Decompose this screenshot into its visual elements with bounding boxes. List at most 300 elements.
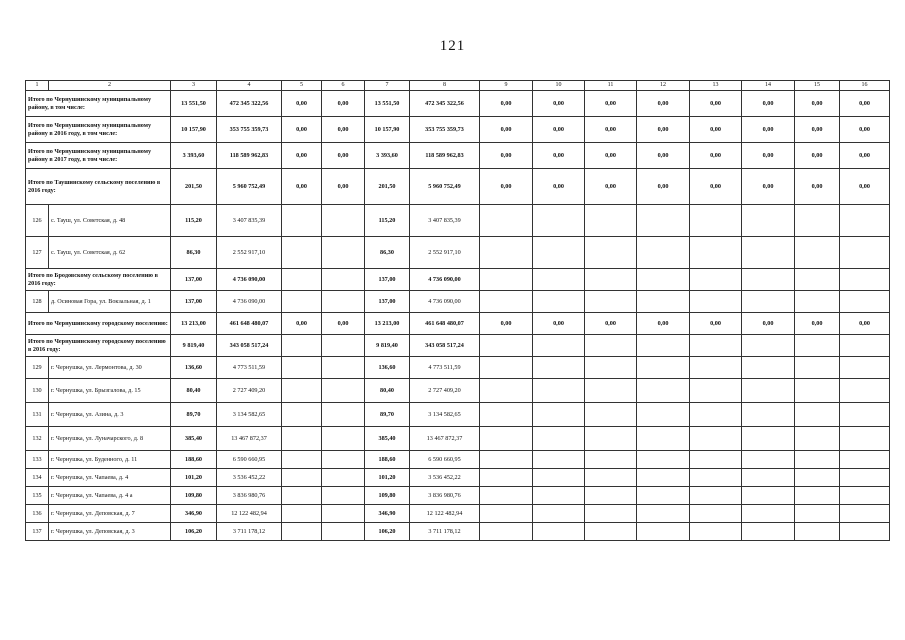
value-cell-11 [585,237,637,269]
value-cell-14 [742,487,795,505]
value-cell-11 [585,469,637,487]
value-cell-12 [637,291,690,313]
value-cell-7: 137,00 [365,291,410,313]
value-cell-16 [840,379,890,403]
value-cell-14: 0,00 [742,169,795,205]
row-number: 126 [26,205,49,237]
value-cell-6 [322,523,365,541]
value-cell-3: 89,70 [171,403,217,427]
value-cell-15 [795,487,840,505]
value-cell-15 [795,523,840,541]
value-cell-7: 346,90 [365,505,410,523]
value-cell-9 [480,269,533,291]
value-cell-9: 0,00 [480,169,533,205]
value-cell-13 [690,291,742,313]
table-row [26,427,890,451]
value-cell-16: 0,00 [840,143,890,169]
value-cell-13 [690,469,742,487]
value-cell-8: 3 536 452,22 [410,469,480,487]
value-cell-4: 4 736 090,00 [217,291,282,313]
table-row [26,487,890,505]
value-cell-3: 86,30 [171,237,217,269]
value-cell-9 [480,505,533,523]
table-row [26,403,890,427]
value-cell-7: 13 551,50 [365,91,410,117]
value-cell-12 [637,523,690,541]
table-row [26,451,890,469]
value-cell-10 [533,451,585,469]
value-cell-7: 13 213,00 [365,313,410,335]
value-cell-12 [637,451,690,469]
value-cell-13 [690,379,742,403]
row-number: 128 [26,291,49,313]
value-cell-4: 461 648 480,07 [217,313,282,335]
value-cell-14 [742,269,795,291]
column-number: 12 [637,81,690,91]
value-cell-16 [840,487,890,505]
value-cell-12: 0,00 [637,91,690,117]
value-cell-9 [480,335,533,357]
value-cell-11 [585,335,637,357]
table-row [26,205,890,237]
column-number: 1 [26,81,49,91]
table-row [26,357,890,379]
value-cell-10: 0,00 [533,169,585,205]
value-cell-7: 9 819,40 [365,335,410,357]
value-cell-11: 0,00 [585,143,637,169]
row-number: 135 [26,487,49,505]
value-cell-8: 472 345 322,56 [410,91,480,117]
value-cell-5 [282,505,322,523]
value-cell-13 [690,357,742,379]
column-number: 16 [840,81,890,91]
value-cell-13 [690,269,742,291]
value-cell-5 [282,237,322,269]
row-label: Итого по Бродовскому сельскому поселению в 2016 году: [26,269,171,291]
value-cell-4: 4 773 511,59 [217,357,282,379]
value-cell-5 [282,523,322,541]
value-cell-4: 2 727 409,20 [217,379,282,403]
address-cell: г. Чернушка, ул. Луначарского, д. 8 [49,427,171,451]
value-cell-6 [322,403,365,427]
value-cell-12 [637,269,690,291]
value-cell-8: 2 727 409,20 [410,379,480,403]
value-cell-14 [742,335,795,357]
value-cell-4: 343 058 517,24 [217,335,282,357]
value-cell-11: 0,00 [585,169,637,205]
value-cell-11 [585,523,637,541]
value-cell-11 [585,487,637,505]
value-cell-13: 0,00 [690,313,742,335]
value-cell-5: 0,00 [282,313,322,335]
value-cell-8: 343 058 517,24 [410,335,480,357]
value-cell-3: 385,40 [171,427,217,451]
address-cell: г. Чернушка, ул. Деповская, д. 7 [49,505,171,523]
value-cell-4: 12 122 482,94 [217,505,282,523]
value-cell-7: 385,40 [365,427,410,451]
value-cell-6: 0,00 [322,117,365,143]
value-cell-15 [795,427,840,451]
value-cell-9 [480,379,533,403]
value-cell-4: 2 552 917,10 [217,237,282,269]
value-cell-11 [585,451,637,469]
value-cell-15 [795,269,840,291]
value-cell-13: 0,00 [690,143,742,169]
value-cell-5 [282,357,322,379]
value-cell-16 [840,357,890,379]
column-number: 11 [585,81,637,91]
value-cell-7: 89,70 [365,403,410,427]
value-cell-10 [533,269,585,291]
value-cell-15: 0,00 [795,117,840,143]
value-cell-3: 136,60 [171,357,217,379]
value-cell-6 [322,205,365,237]
value-cell-4: 3 134 582,65 [217,403,282,427]
value-cell-14 [742,505,795,523]
value-cell-6: 0,00 [322,313,365,335]
address-cell: г. Чернушка, ул. Деповская, д. 3 [49,523,171,541]
value-cell-5 [282,269,322,291]
value-cell-15 [795,403,840,427]
row-number: 132 [26,427,49,451]
value-cell-15 [795,469,840,487]
value-cell-3: 137,00 [171,269,217,291]
page-number: 121 [439,38,466,54]
table-row [26,237,890,269]
value-cell-8: 3 711 178,12 [410,523,480,541]
value-cell-13 [690,205,742,237]
value-cell-13 [690,403,742,427]
value-cell-5 [282,427,322,451]
value-cell-12 [637,335,690,357]
value-cell-11 [585,403,637,427]
value-cell-8: 12 122 482,94 [410,505,480,523]
value-cell-11: 0,00 [585,117,637,143]
value-cell-14: 0,00 [742,91,795,117]
column-number: 14 [742,81,795,91]
address-cell: г. Чернушка, ул. Брызгалова, д. 15 [49,379,171,403]
value-cell-9: 0,00 [480,313,533,335]
value-cell-3: 188,60 [171,451,217,469]
value-cell-14 [742,403,795,427]
value-cell-14: 0,00 [742,117,795,143]
value-cell-8: 6 590 660,95 [410,451,480,469]
value-cell-5 [282,335,322,357]
address-cell: с. Тауш, ул. Советская, д. 48 [49,205,171,237]
column-number: 13 [690,81,742,91]
value-cell-7: 106,20 [365,523,410,541]
row-number: 127 [26,237,49,269]
value-cell-10: 0,00 [533,117,585,143]
value-cell-14 [742,237,795,269]
value-cell-14 [742,205,795,237]
value-cell-16 [840,291,890,313]
value-cell-9 [480,469,533,487]
value-cell-11: 0,00 [585,313,637,335]
value-cell-7: 201,50 [365,169,410,205]
value-cell-10 [533,335,585,357]
value-cell-16 [840,523,890,541]
value-cell-14 [742,469,795,487]
value-cell-12 [637,357,690,379]
value-cell-3: 201,50 [171,169,217,205]
value-cell-13 [690,523,742,541]
value-cell-8: 461 648 480,07 [410,313,480,335]
value-cell-9: 0,00 [480,143,533,169]
value-cell-9 [480,291,533,313]
total-row [26,117,890,143]
value-cell-5: 0,00 [282,143,322,169]
value-cell-9 [480,205,533,237]
value-cell-5 [282,291,322,313]
value-cell-16 [840,269,890,291]
row-number: 133 [26,451,49,469]
value-cell-3: 106,20 [171,523,217,541]
value-cell-13 [690,237,742,269]
value-cell-3: 13 213,00 [171,313,217,335]
value-cell-8: 118 589 962,83 [410,143,480,169]
value-cell-14: 0,00 [742,143,795,169]
row-number: 131 [26,403,49,427]
value-cell-3: 80,40 [171,379,217,403]
value-cell-10 [533,357,585,379]
value-cell-3: 346,90 [171,505,217,523]
value-cell-6 [322,335,365,357]
value-cell-4: 3 836 980,76 [217,487,282,505]
column-number: 10 [533,81,585,91]
value-cell-4: 3 711 178,12 [217,523,282,541]
value-cell-10: 0,00 [533,313,585,335]
value-cell-5: 0,00 [282,91,322,117]
value-cell-10 [533,291,585,313]
value-cell-9 [480,357,533,379]
row-label: Итого по Таушинскому сельскому поселению в 2016 году: [26,169,171,205]
value-cell-10: 0,00 [533,91,585,117]
value-cell-6 [322,427,365,451]
value-cell-14 [742,379,795,403]
value-cell-4: 472 345 322,56 [217,91,282,117]
value-cell-8: 2 552 917,10 [410,237,480,269]
address-cell: г. Чернушка, ул. Чапаева, д. 4 [49,469,171,487]
total-row [26,143,890,169]
value-cell-7: 86,30 [365,237,410,269]
value-cell-15 [795,335,840,357]
value-cell-12 [637,205,690,237]
value-cell-10 [533,427,585,451]
value-cell-8: 3 134 582,65 [410,403,480,427]
value-cell-15 [795,451,840,469]
address-cell: г. Чернушка, ул. Лермонтова, д. 30 [49,357,171,379]
value-cell-11 [585,205,637,237]
value-cell-6 [322,379,365,403]
value-cell-10 [533,379,585,403]
row-label: Итого по Чернушинскому муниципальному району, в том числе: [26,91,171,117]
value-cell-5 [282,451,322,469]
value-cell-11 [585,379,637,403]
value-cell-16: 0,00 [840,313,890,335]
table-row [26,505,890,523]
value-cell-13: 0,00 [690,169,742,205]
value-cell-14 [742,291,795,313]
address-cell: г. Чернушка, ул. Азина, д. 3 [49,403,171,427]
value-cell-6: 0,00 [322,143,365,169]
row-number: 129 [26,357,49,379]
column-number: 8 [410,81,480,91]
value-cell-11: 0,00 [585,91,637,117]
value-cell-8: 4 773 511,59 [410,357,480,379]
value-cell-12: 0,00 [637,313,690,335]
row-number: 137 [26,523,49,541]
value-cell-9 [480,237,533,269]
row-number: 136 [26,505,49,523]
value-cell-3: 115,20 [171,205,217,237]
value-cell-4: 118 589 962,83 [217,143,282,169]
value-cell-16 [840,205,890,237]
value-cell-11 [585,269,637,291]
value-cell-10 [533,469,585,487]
value-cell-8: 353 755 359,73 [410,117,480,143]
value-cell-13 [690,451,742,469]
value-cell-5 [282,205,322,237]
value-cell-16 [840,427,890,451]
value-cell-6 [322,505,365,523]
value-cell-10 [533,237,585,269]
value-cell-7: 10 157,90 [365,117,410,143]
value-cell-5 [282,469,322,487]
value-cell-6 [322,291,365,313]
value-cell-5 [282,379,322,403]
value-cell-8: 3 836 980,76 [410,487,480,505]
value-cell-12 [637,427,690,451]
total-row [26,169,890,205]
value-cell-6 [322,237,365,269]
value-cell-7: 188,60 [365,451,410,469]
column-number: 2 [49,81,171,91]
row-number: 130 [26,379,49,403]
value-cell-9 [480,523,533,541]
value-cell-15: 0,00 [795,143,840,169]
value-cell-3: 137,00 [171,291,217,313]
row-number: 134 [26,469,49,487]
row-label: Итого по Чернушинскому муниципальному району в 2016 году, в том числе: [26,117,171,143]
value-cell-8: 4 736 090,00 [410,269,480,291]
value-cell-11 [585,427,637,451]
value-cell-8: 5 960 752,49 [410,169,480,205]
address-cell: г. Чернушка, ул. Буденного, д. 11 [49,451,171,469]
value-cell-13 [690,427,742,451]
value-cell-11 [585,357,637,379]
column-number: 5 [282,81,322,91]
value-cell-14: 0,00 [742,313,795,335]
table-header-row [26,81,890,91]
row-label: Итого по Чернушинскому муниципальному району в 2017 году, в том числе: [26,143,171,169]
row-label: Итого по Чернушинскому городскому поселению в 2016 году: [26,335,171,357]
value-cell-3: 109,80 [171,487,217,505]
value-cell-15: 0,00 [795,91,840,117]
value-cell-15 [795,205,840,237]
total-row [26,91,890,117]
value-cell-16 [840,505,890,523]
value-cell-7: 115,20 [365,205,410,237]
value-cell-7: 109,80 [365,487,410,505]
column-number: 3 [171,81,217,91]
value-cell-12 [637,237,690,269]
value-cell-4: 353 755 359,73 [217,117,282,143]
value-cell-13 [690,487,742,505]
table-row [26,379,890,403]
value-cell-15 [795,357,840,379]
value-cell-16 [840,469,890,487]
value-cell-12 [637,379,690,403]
value-cell-9 [480,427,533,451]
value-cell-4: 6 590 660,95 [217,451,282,469]
value-cell-4: 4 736 090,00 [217,269,282,291]
value-cell-6 [322,487,365,505]
value-cell-9: 0,00 [480,91,533,117]
value-cell-9 [480,487,533,505]
value-cell-16: 0,00 [840,117,890,143]
value-cell-7: 137,00 [365,269,410,291]
value-cell-7: 136,60 [365,357,410,379]
total-row [26,335,890,357]
value-cell-9: 0,00 [480,117,533,143]
value-cell-7: 101,20 [365,469,410,487]
value-cell-13 [690,335,742,357]
total-row [26,269,890,291]
value-cell-6 [322,451,365,469]
data-table [25,80,890,541]
value-cell-16 [840,237,890,269]
value-cell-12: 0,00 [637,143,690,169]
value-cell-10 [533,487,585,505]
value-cell-5 [282,403,322,427]
table-row [26,523,890,541]
value-cell-7: 3 393,60 [365,143,410,169]
value-cell-15: 0,00 [795,169,840,205]
value-cell-11 [585,505,637,523]
value-cell-12: 0,00 [637,117,690,143]
value-cell-13 [690,505,742,523]
table-row [26,469,890,487]
value-cell-3: 9 819,40 [171,335,217,357]
value-cell-5 [282,487,322,505]
value-cell-3: 10 157,90 [171,117,217,143]
address-cell: д. Осиновая Гора, ул. Вокзальная, д. 1 [49,291,171,313]
value-cell-5: 0,00 [282,169,322,205]
value-cell-8: 4 736 090,00 [410,291,480,313]
column-number: 9 [480,81,533,91]
value-cell-9 [480,451,533,469]
value-cell-6: 0,00 [322,169,365,205]
column-number: 4 [217,81,282,91]
value-cell-14 [742,357,795,379]
column-number: 15 [795,81,840,91]
value-cell-5: 0,00 [282,117,322,143]
value-cell-10 [533,403,585,427]
value-cell-13: 0,00 [690,91,742,117]
value-cell-3: 3 393,60 [171,143,217,169]
value-cell-6 [322,469,365,487]
value-cell-15 [795,291,840,313]
value-cell-12: 0,00 [637,169,690,205]
value-cell-12 [637,469,690,487]
value-cell-14 [742,427,795,451]
value-cell-16: 0,00 [840,91,890,117]
value-cell-15: 0,00 [795,313,840,335]
value-cell-4: 3 536 452,22 [217,469,282,487]
value-cell-15 [795,237,840,269]
value-cell-12 [637,487,690,505]
